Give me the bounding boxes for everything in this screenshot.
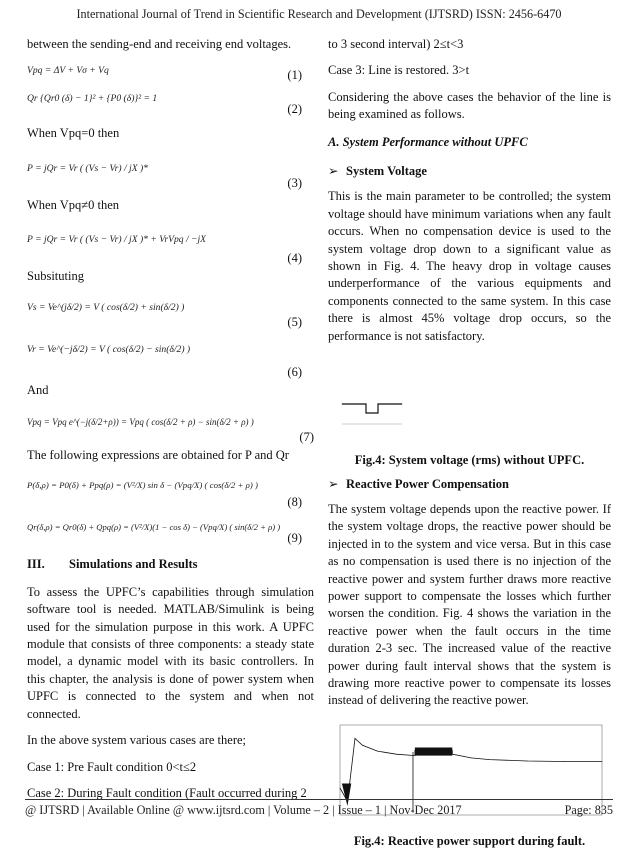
equation-4-formula: P = jQr = Vr ( (Vs − Vr) / jX )* + VrVpq / −jX: [27, 234, 207, 246]
equation-6-number: (6): [287, 364, 302, 379]
equation-8: [27, 468, 314, 514]
data-point: [489, 759, 490, 760]
data-point: [366, 404, 367, 405]
bullet-reactive-power: [328, 476, 611, 493]
case-3: Case 3: Line is restored. 3>t: [328, 63, 470, 78]
equation-5: [27, 290, 314, 332]
equation-1-number: (1): [287, 68, 302, 83]
equation-7-number: (7): [299, 430, 314, 445]
cases-intro: In the above system various cases are there;: [27, 733, 247, 748]
data-point: [378, 404, 379, 405]
figure-1-caption: Fig.4: System voltage (rms) without UPFC.: [354, 453, 585, 468]
system-voltage-chart: [328, 354, 611, 452]
bullet-reactive-power-label: Reactive Power Compensation: [346, 476, 509, 491]
equation-5-formula: Vs = Ve^(jδ/2) = V ( cos(δ/2) + sin(δ/2) ): [27, 301, 185, 313]
equation-8-number: (8): [287, 495, 302, 510]
reactive-paragraph: The system voltage depends upon the reactive power. If the system voltage drops, the reactive power should be injected in to the system and vice versa. But in this case as no compensation is used there is no injection of the reactive power and system further draws more reactive power support to compensate the losses which further worsen the condition. Fig. 4 shows the variation in the reactive power when the fault occurs in the time duration 2-3 sec. The increased value of the reactive power during fault interval shows that the system is drawing more reactive power to compensate its losses instead of delivering the reactive power.: [328, 501, 611, 708]
equation-5-number: (5): [287, 314, 302, 329]
equation-6: [27, 332, 314, 382]
equation-1: [27, 61, 314, 87]
data-point: [342, 404, 343, 405]
when-vpq-zero: When Vpq=0 then: [27, 126, 120, 141]
left-column: [27, 36, 314, 811]
equation-4-number: (4): [287, 251, 302, 266]
section-number: III.: [27, 557, 45, 572]
right-column: [328, 36, 611, 850]
equation-9-formula: Qr(δ,ρ) = Qr0(δ) + Qpq(ρ) = (V²/X)(1 − cos δ) − (Vpq/X) ( sin(δ/2 + ρ) ): [27, 522, 281, 533]
data-point: [471, 757, 472, 758]
data-point: [377, 750, 378, 751]
data-point: [366, 413, 367, 414]
equation-1-formula: Vpq = ΔV + Vσ + Vq: [27, 65, 109, 77]
subsituting-label: Subsituting: [27, 269, 84, 284]
equation-3-formula: P = jQr = Vr ( (Vs − Vr) / jX )*: [27, 162, 148, 174]
data-point: [564, 761, 565, 762]
equation-6-formula: Vr = Ve^(−jδ/2) = V ( cos(δ/2) − sin(δ/2) ): [27, 343, 191, 355]
data-point: [362, 745, 363, 746]
page-footer: [25, 799, 613, 818]
data-point: [527, 760, 528, 761]
data-point: [402, 404, 403, 405]
equation-7-formula: Vpq = Vpq e^(−j(δ/2+ρ)) = Vpq ( cos(δ/2 + ρ) − sin(δ/2 + ρ) ): [27, 417, 254, 428]
equation-8-formula: P(δ,ρ) = P0(δ) + Ppq(ρ) = (V²/X) sin δ − (Vpq/X) ( cos(δ/2 + ρ) ): [27, 480, 258, 491]
arrow-bullet-icon: ➢: [328, 476, 339, 491]
data-point: [396, 754, 397, 755]
equation-9-number: (9): [287, 531, 302, 546]
when-vpq-nonzero: When Vpq≠0 then: [27, 197, 120, 212]
equation-7: [27, 403, 314, 447]
figure-system-voltage: [328, 354, 611, 452]
footer-page-number: Page: 835: [564, 803, 613, 817]
data-point: [378, 413, 379, 414]
equation-3: [27, 147, 314, 197]
following-text: The following expressions are obtained for P and Qr: [27, 448, 289, 463]
intro-text: between the sending-end and receiving end voltages.: [27, 37, 292, 51]
case-1: Case 1: Pre Fault condition 0<t≤2: [27, 759, 197, 774]
data-point: [602, 761, 603, 762]
series-line: [342, 404, 402, 413]
bullet-system-voltage: [328, 163, 611, 180]
simulation-paragraph: To assess the UPFC’s capabilities through simulation software tool is needed. MATLAB/Simulink is being used for the simulation purpose in this work. A UPFC module that consists of three components: a steady state model, a dynamic model with its basic controllers. In this chapter, the analysis is done of power system when UPFC is connected to the system and when not connected.: [27, 584, 314, 721]
journal-header: International Journal of Trend in Scientific Research and Development (IJTSRD) ISSN: 2456-6470: [76, 7, 562, 21]
fault-oscillation-band: [415, 747, 452, 755]
data-point: [355, 738, 356, 739]
equation-2: [27, 87, 314, 125]
considering-text: Considering the above cases the behavior of the line is being examined as follows.: [328, 89, 611, 122]
figure-2-caption: Fig.4: Reactive power support during fault.: [353, 833, 586, 848]
case-2-continued: to 3 second interval) 2≤t<3: [328, 37, 464, 51]
voltage-paragraph: This is the main parameter to be controlled; the system voltage should have minimum variations when any fault occurs. When no compensation device is used to the system voltage drop down to a significant value as shown in Fig. 4. The heavy drop in voltage causes underperformance of the various equipments and components connected to the same system. In this case there is almost 45% voltage drop occurs, so the performance is not satisfactory.: [328, 189, 611, 343]
equation-4: [27, 218, 314, 268]
section-title: Simulations and Results: [69, 557, 198, 572]
equation-9: [27, 514, 314, 554]
arrow-bullet-icon: ➢: [328, 164, 339, 179]
case-2: Case 2: During Fault condition (Fault occurred during 2: [27, 785, 307, 800]
and-label: And: [27, 382, 49, 397]
equation-2-number: (2): [287, 102, 302, 117]
footer-journal-info: @ IJTSRD | Available Online @ www.ijtsrd.com | Volume – 2 | Issue – 1 | Nov-Dec 2017: [25, 803, 462, 817]
subsection-a-title: A. System Performance without UPFC: [328, 134, 528, 149]
equation-3-number: (3): [287, 175, 302, 190]
section-heading: [27, 556, 314, 573]
bullet-system-voltage-label: System Voltage: [346, 164, 427, 179]
equation-2-formula: Qr {Qr0 (δ) − 1}² + {P0 (δ)}² = 1: [27, 93, 158, 105]
data-point: [340, 787, 341, 788]
